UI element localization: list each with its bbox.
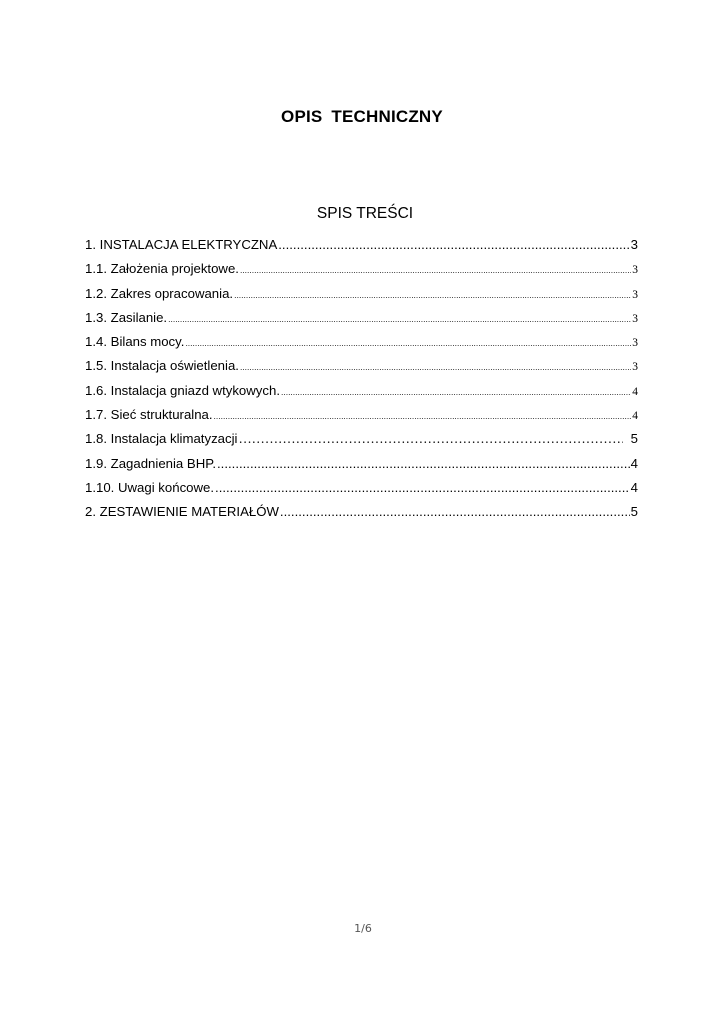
toc-entry-label: 1.6. Instalacja gniazd wtykowych.	[85, 382, 280, 398]
toc-entry-label: 1.3. Zasilanie.	[85, 309, 168, 325]
toc-leader-dots	[214, 411, 632, 421]
toc-entry-page: 3	[630, 237, 638, 252]
toc-entry-label: 1.5. Instalacja oświetlenia.	[85, 358, 239, 374]
toc-entry-page: 4	[630, 479, 638, 495]
toc-entry-page: 5	[630, 431, 638, 447]
toc-leader-dots	[278, 237, 629, 252]
toc-leader-dots	[234, 290, 631, 300]
toc-entry[interactable]	[85, 261, 638, 285]
toc-entry[interactable]	[85, 237, 638, 261]
toc-entry[interactable]	[85, 358, 638, 382]
toc-entry-page: 3	[632, 312, 638, 325]
toc-entry-page: 3	[632, 361, 638, 374]
toc-entry[interactable]	[85, 431, 638, 455]
toc-leader-dots	[281, 387, 631, 397]
toc-entry-label: 1.8. Instalacja klimatyzacji	[85, 431, 238, 447]
toc-leader-dots	[185, 338, 631, 348]
toc-leader-dots	[215, 480, 630, 495]
toc-entry[interactable]	[85, 334, 638, 358]
toc-entry-page: 3	[632, 337, 638, 350]
page-number: 1/6	[354, 922, 372, 935]
toc-entry[interactable]	[85, 383, 638, 407]
toc-entry-page: 4	[630, 455, 638, 471]
toc-heading: SPIS TREŚCI	[316, 205, 414, 222]
toc-entry-label: 2. ZESTAWIENIE MATERIAŁÓW	[85, 504, 279, 520]
toc-entry-label: 1.9. Zagadnienia BHP.	[85, 455, 216, 471]
toc-entry[interactable]	[85, 480, 638, 504]
toc-entry[interactable]	[85, 456, 638, 480]
toc-entry-label: 1. INSTALACJA ELEKTRYCZNA	[85, 237, 278, 252]
toc-entry[interactable]	[85, 286, 638, 310]
toc-leader-dots	[238, 431, 622, 447]
document-title: OPIS TECHNICZNY	[281, 107, 443, 126]
toc-leader-dots	[168, 314, 631, 324]
toc-leader-dots	[217, 456, 630, 471]
toc-leader-dots	[240, 362, 631, 372]
toc-entry-label: 1.1. Założenia projektowe.	[85, 261, 239, 277]
toc-entry[interactable]	[85, 407, 638, 431]
toc-leader-dots	[240, 265, 631, 275]
toc-entry-page: 4	[632, 385, 638, 398]
toc-entry[interactable]	[85, 504, 638, 528]
toc-entry[interactable]	[85, 310, 638, 334]
table-of-contents	[85, 237, 638, 529]
toc-entry-page: 3	[632, 264, 638, 277]
toc-entry-page: 4	[632, 410, 638, 423]
toc-entry-label: 1.7. Sieć strukturalna.	[85, 407, 213, 423]
toc-leader-dots	[280, 504, 630, 519]
toc-entry-page: 5	[630, 504, 638, 520]
toc-entry-page: 3	[632, 288, 638, 301]
toc-entry-label: 1.4. Bilans mocy.	[85, 334, 185, 350]
toc-entry-label: 1.2. Zakres opracowania.	[85, 285, 234, 301]
toc-entry-label: 1.10. Uwagi końcowe.	[85, 479, 215, 495]
